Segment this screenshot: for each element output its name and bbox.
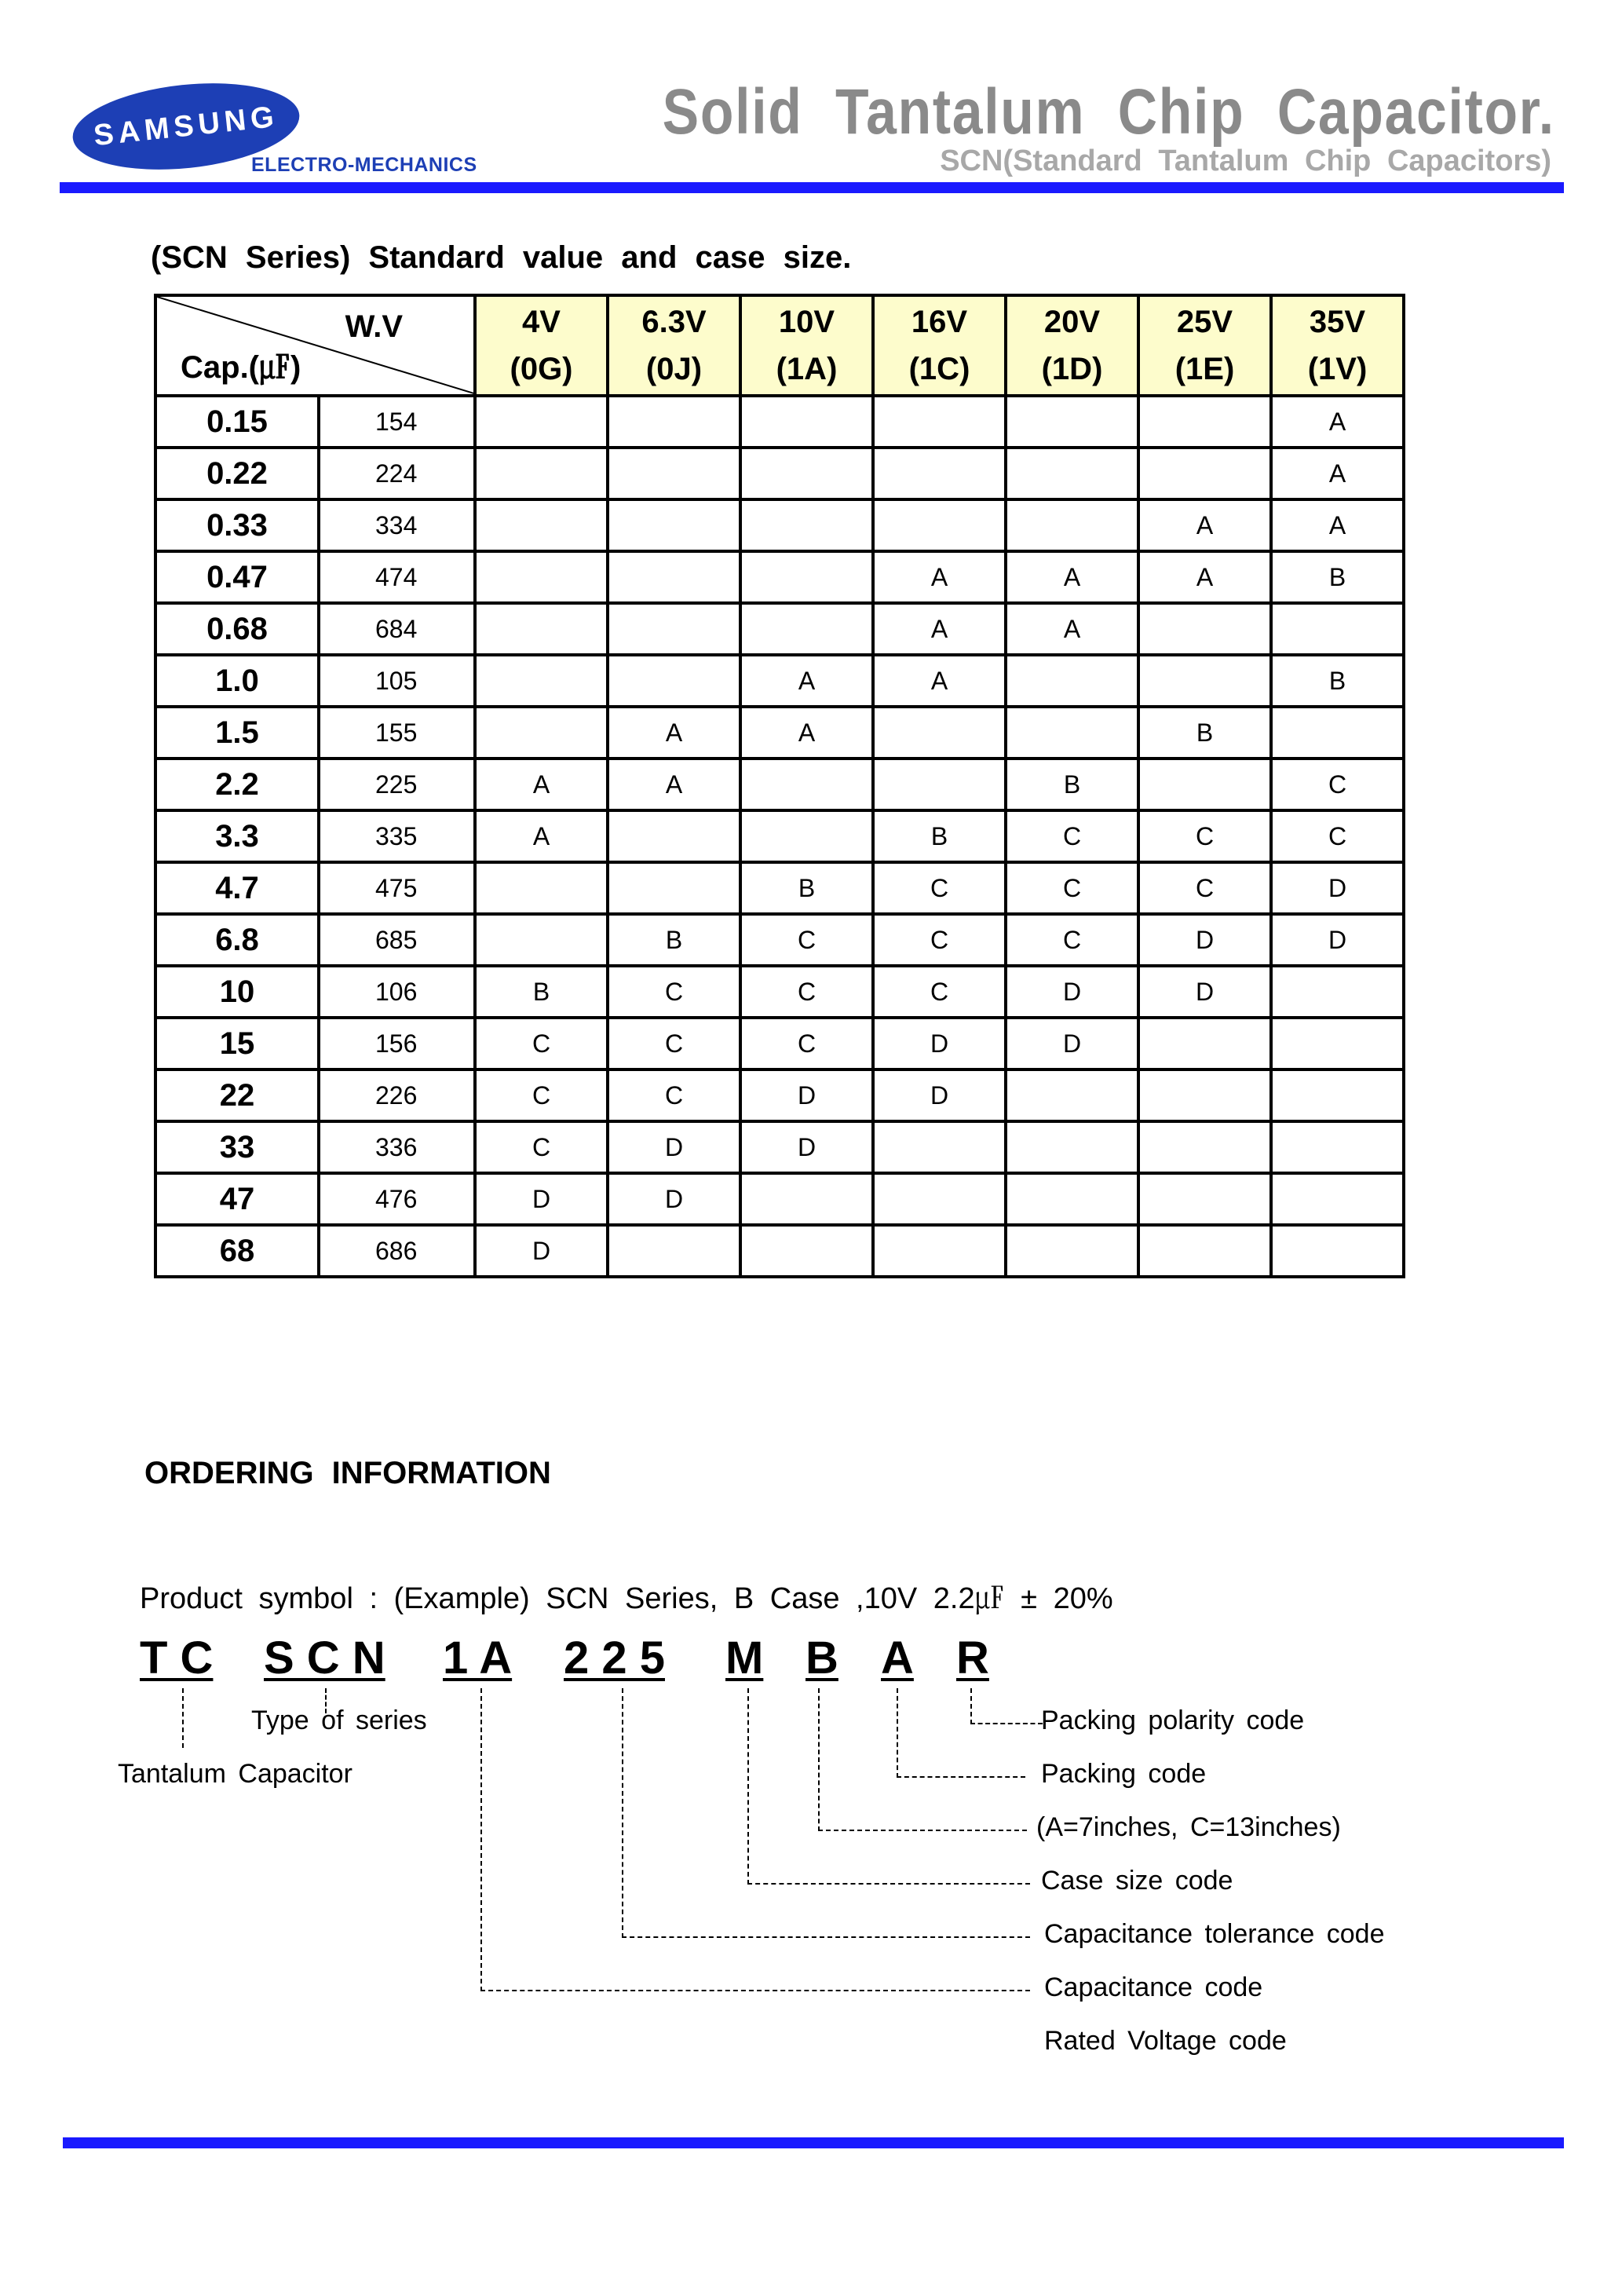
case-size-cell [608,862,740,914]
case-size-cell [608,499,740,551]
case-size-cell: B [608,914,740,966]
capacitance-value: 0.15 [155,396,319,448]
table-row [155,1225,1404,1277]
voltage-header [475,295,608,396]
case-size-cell [608,603,740,655]
label-packing-code: Packing code [1041,1759,1207,1789]
case-size-cell: D [608,1121,740,1173]
capacitance-code: 224 [319,448,475,499]
case-size-cell: D [1006,966,1138,1018]
capacitance-code: 106 [319,966,475,1018]
case-size-cell: A [740,707,873,759]
case-size-cell [1006,448,1138,499]
voltage-code: (1E) [1174,352,1235,386]
case-size-cell [1006,1225,1138,1277]
case-size-cell: A [1006,603,1138,655]
case-size-cell [608,551,740,603]
case-size-cell: A [1138,551,1271,603]
case-size-cell: A [1138,499,1271,551]
label-packing-polarity: Packing polarity code [1041,1706,1305,1735]
case-size-cell: C [740,966,873,1018]
table-row [155,499,1404,551]
capacitance-value: 0.22 [155,448,319,499]
capacitance-code: 684 [319,603,475,655]
case-size-cell [1006,396,1138,448]
case-size-cell: C [740,1018,873,1069]
table-row [155,1018,1404,1069]
case-size-cell: C [1271,810,1404,862]
table-header-row [155,295,1404,396]
case-size-cell: D [1138,914,1271,966]
case-size-cell [608,396,740,448]
case-size-cell: C [475,1069,608,1121]
case-size-cell [1271,1225,1404,1277]
capacitance-code: 686 [319,1225,475,1277]
case-size-cell [740,499,873,551]
case-size-cell: D [1271,862,1404,914]
case-size-cell: C [475,1121,608,1173]
case-size-cell [475,707,608,759]
case-size-cell [475,603,608,655]
symbol-tolerance: M [725,1632,764,1684]
case-size-cell: A [873,603,1006,655]
case-size-cell [1138,759,1271,810]
table-row [155,862,1404,914]
case-size-cell [1138,603,1271,655]
case-size-cell [740,759,873,810]
case-size-cell [475,914,608,966]
table-row [155,448,1404,499]
symbol-case: B [806,1632,838,1684]
capacitor-table [154,294,1405,1278]
capacitance-value: 6.8 [155,914,319,966]
voltage-code: (1A) [776,352,838,386]
case-size-cell: C [475,1018,608,1069]
case-size-cell [1138,1225,1271,1277]
symbol-polarity: R [956,1632,989,1684]
case-size-cell: C [1006,914,1138,966]
case-size-cell [873,759,1006,810]
table-row [155,1173,1404,1225]
case-size-cell [1138,1121,1271,1173]
table-row [155,1121,1404,1173]
voltage-header [740,295,873,396]
case-size-cell [873,707,1006,759]
label-case-size: Case size code [1041,1866,1233,1896]
case-size-cell: B [1271,551,1404,603]
case-size-cell [1006,1069,1138,1121]
capacitance-value: 33 [155,1121,319,1173]
sub-brand: ELECTRO-MECHANICS [251,154,477,176]
case-size-cell: B [1138,707,1271,759]
case-size-cell: B [475,966,608,1018]
case-size-cell [740,810,873,862]
case-size-cell [873,1173,1006,1225]
case-size-cell: C [740,914,873,966]
capacitance-code: 335 [319,810,475,862]
symbol-packing: A [881,1632,914,1684]
case-size-cell: D [740,1121,873,1173]
case-size-cell [475,655,608,707]
case-size-cell [1271,1069,1404,1121]
case-size-cell [608,810,740,862]
capacitance-code: 225 [319,759,475,810]
case-size-cell: D [475,1173,608,1225]
case-size-cell: C [873,914,1006,966]
capacitance-value: 10 [155,966,319,1018]
logo-text: SAMSUNG [92,100,280,153]
symbol-capacitance: 2 2 5 [564,1632,665,1684]
case-size-cell [1271,1121,1404,1173]
case-size-cell: C [1138,810,1271,862]
case-size-cell: A [1006,551,1138,603]
symbol-scn: S C N [264,1632,385,1684]
table-row [155,707,1404,759]
capacitance-code: 105 [319,655,475,707]
case-size-cell: D [873,1018,1006,1069]
case-size-cell [1271,707,1404,759]
bottom-rule [63,2137,1564,2148]
symbol-rated: 1 A [443,1632,513,1684]
case-size-cell [475,499,608,551]
voltage-value: 4V [522,305,561,339]
case-size-cell [873,1225,1006,1277]
case-size-cell: A [475,759,608,810]
case-size-cell: A [1271,448,1404,499]
voltage-code: (1D) [1041,352,1103,386]
case-size-cell: D [1271,914,1404,966]
voltage-code: (1C) [908,352,970,386]
label-capacitance-code: Capacitance code [1044,1972,1263,2002]
case-size-cell: C [1006,862,1138,914]
case-size-cell: D [740,1069,873,1121]
case-size-cell: A [740,655,873,707]
case-size-cell [740,551,873,603]
case-size-cell [475,551,608,603]
top-rule [60,182,1564,193]
table-row [155,396,1404,448]
capacitance-code: 156 [319,1018,475,1069]
capacitance-code: 334 [319,499,475,551]
case-size-cell: C [1006,810,1138,862]
table-row [155,966,1404,1018]
ordering-title: ORDERING INFORMATION [144,1456,551,1490]
capacitance-value: 1.5 [155,707,319,759]
case-size-cell: C [608,1069,740,1121]
voltage-header [608,295,740,396]
capacitance-code: 154 [319,396,475,448]
case-size-cell [1006,655,1138,707]
table-row [155,759,1404,810]
case-size-cell: A [1271,396,1404,448]
case-size-cell: D [873,1069,1006,1121]
case-size-cell [1138,396,1271,448]
voltage-code: (1V) [1307,352,1368,386]
product-symbol-example: Product symbol : (Example) SCN Series, B Case ,10V 2.2㎌ ± 20% [140,1582,1113,1615]
capacitance-value: 68 [155,1225,319,1277]
case-size-cell [475,396,608,448]
case-size-cell [740,1173,873,1225]
table-body [155,396,1404,1277]
wv-label: W.V [345,309,403,344]
case-size-cell: D [475,1225,608,1277]
capacitance-value: 15 [155,1018,319,1069]
voltage-value: 10V [778,305,835,339]
label-packing-note: (A=7inches, C=13inches) [1036,1812,1341,1842]
case-size-cell [1271,1173,1404,1225]
case-size-cell: B [1006,759,1138,810]
case-size-cell [608,655,740,707]
case-size-cell: C [608,1018,740,1069]
case-size-cell [1138,448,1271,499]
capacitance-value: 0.33 [155,499,319,551]
case-size-cell [740,448,873,499]
cap-label: Cap.(㎌) [181,350,301,385]
table-caption: (SCN Series) Standard value and case size. [151,240,852,275]
label-type-of-series: Type of series [251,1706,427,1735]
case-size-cell [1006,707,1138,759]
case-size-cell: A [873,655,1006,707]
case-size-cell [740,603,873,655]
case-size-cell: B [740,862,873,914]
case-size-cell [1138,1173,1271,1225]
table-row [155,810,1404,862]
case-size-cell: A [873,551,1006,603]
case-size-cell [1138,655,1271,707]
case-size-cell [1271,603,1404,655]
case-size-cell [1138,1069,1271,1121]
case-size-cell [1006,1173,1138,1225]
case-size-cell [608,448,740,499]
case-size-cell: B [873,810,1006,862]
case-size-cell: C [1271,759,1404,810]
label-cap-tolerance: Capacitance tolerance code [1044,1919,1385,1949]
case-size-cell: D [1138,966,1271,1018]
case-size-cell [740,1225,873,1277]
case-size-cell: D [608,1173,740,1225]
table-row [155,914,1404,966]
case-size-cell [873,448,1006,499]
capacitance-code: 226 [319,1069,475,1121]
case-size-cell [873,1121,1006,1173]
corner-header [155,295,475,396]
voltage-header [1271,295,1404,396]
table-row [155,655,1404,707]
leader-rated [480,1688,1030,1991]
capacitance-code: 475 [319,862,475,914]
case-size-cell: A [608,759,740,810]
case-size-cell: A [1271,499,1404,551]
voltage-header [1138,295,1271,396]
table-row [155,603,1404,655]
capacitance-value: 3.3 [155,810,319,862]
case-size-cell: C [873,966,1006,1018]
voltage-header [1006,295,1138,396]
voltage-value: 20V [1043,305,1101,339]
page-title: Solid Tantalum Chip Capacitor. [662,76,1555,148]
capacitance-value: 2.2 [155,759,319,810]
case-size-cell [1138,1018,1271,1069]
symbol-tc: T C [140,1632,214,1684]
case-size-cell [873,499,1006,551]
case-size-cell: C [608,966,740,1018]
capacitance-code: 474 [319,551,475,603]
voltage-value: 25V [1176,305,1233,339]
case-size-cell: A [475,810,608,862]
case-size-cell: C [1138,862,1271,914]
capacitance-value: 0.68 [155,603,319,655]
label-rated-voltage: Rated Voltage code [1044,2026,1287,2056]
case-size-cell [475,448,608,499]
case-size-cell: D [1006,1018,1138,1069]
voltage-code: (0J) [645,352,703,386]
case-size-cell [1006,1121,1138,1173]
capacitance-value: 47 [155,1173,319,1225]
capacitance-code: 155 [319,707,475,759]
table-row [155,551,1404,603]
case-size-cell [475,862,608,914]
case-size-cell [1271,966,1404,1018]
case-size-cell [1271,1018,1404,1069]
case-size-cell [873,396,1006,448]
leader-tantalum [182,1688,184,1748]
voltage-value: 6.3V [641,305,707,339]
table-row [155,1069,1404,1121]
capacitance-value: 4.7 [155,862,319,914]
case-size-cell: A [608,707,740,759]
capacitance-value: 1.0 [155,655,319,707]
page-subtitle: SCN(Standard Tantalum Chip Capacitors) [940,144,1551,177]
capacitance-value: 22 [155,1069,319,1121]
capacitance-value: 0.47 [155,551,319,603]
case-size-cell: B [1271,655,1404,707]
capacitance-code: 476 [319,1173,475,1225]
voltage-value: 35V [1309,305,1366,339]
label-tantalum-capacitor: Tantalum Capacitor [118,1759,353,1789]
voltage-code: (0G) [510,352,573,386]
capacitance-code: 336 [319,1121,475,1173]
case-size-cell: C [873,862,1006,914]
case-size-cell [740,396,873,448]
voltage-value: 16V [911,305,968,339]
capacitance-code: 685 [319,914,475,966]
case-size-cell [1006,499,1138,551]
voltage-header [873,295,1006,396]
case-size-cell [608,1225,740,1277]
